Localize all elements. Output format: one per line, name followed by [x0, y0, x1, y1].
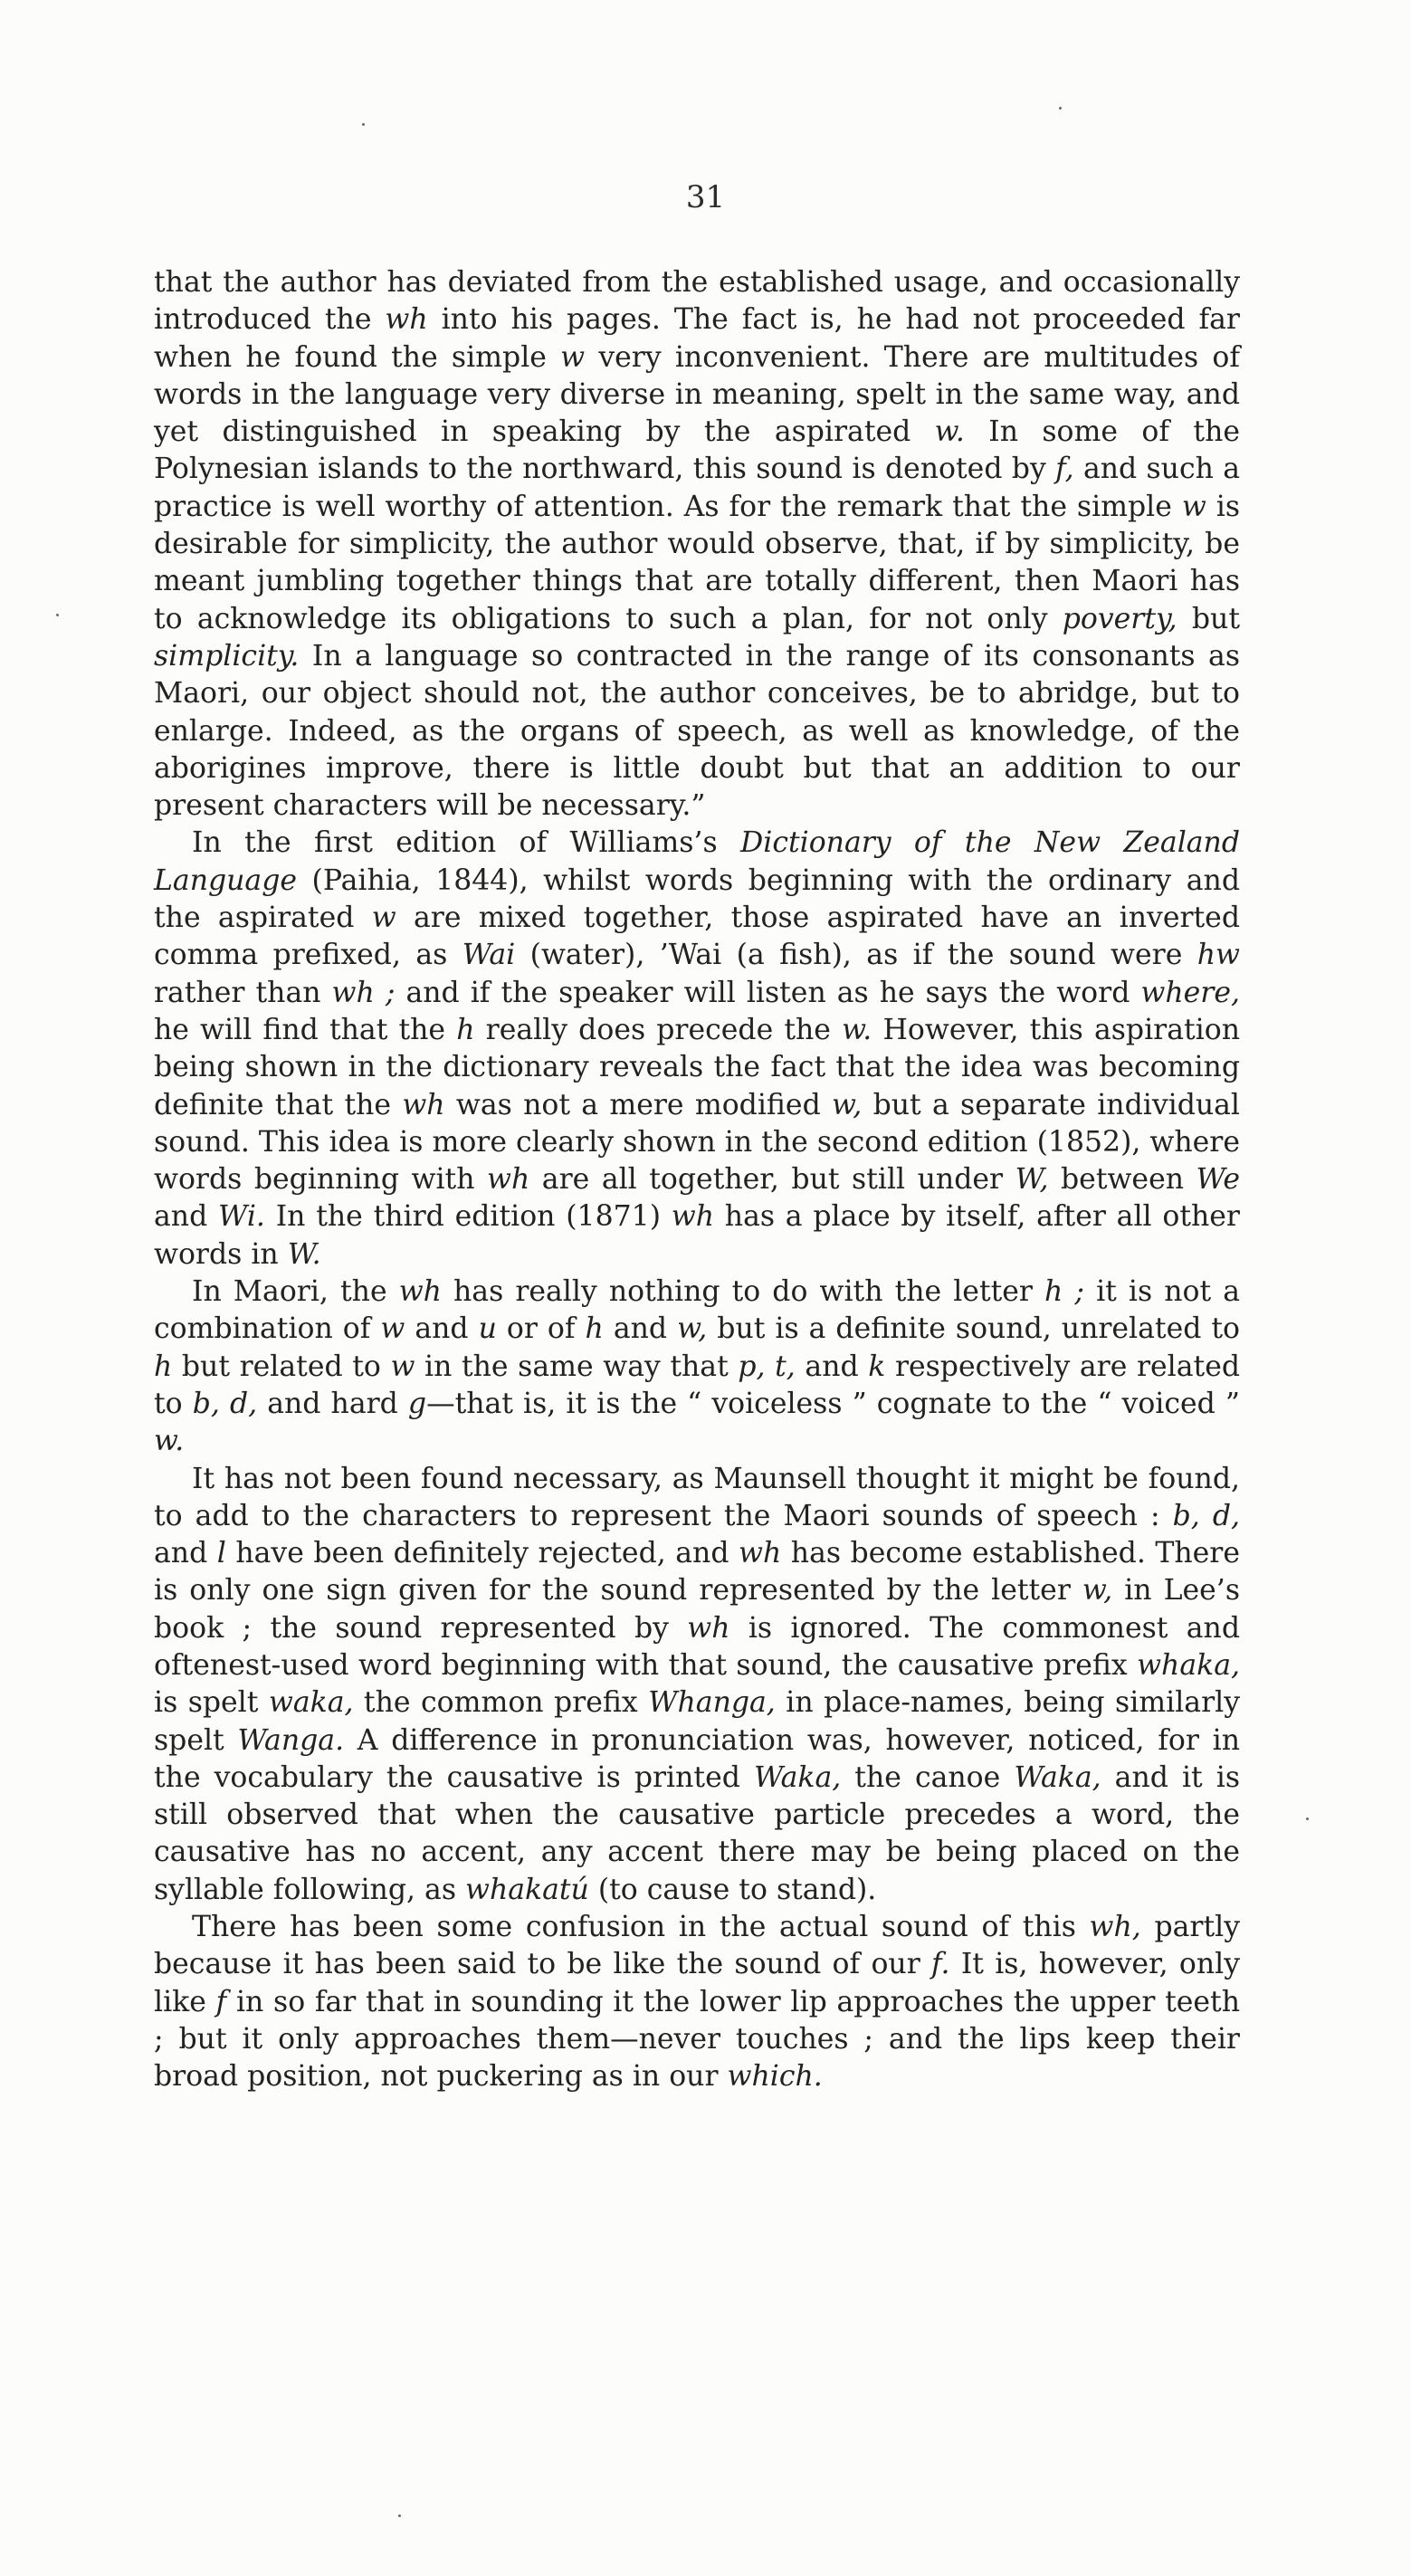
text-run: rather than [154, 976, 332, 1009]
italic-term: w, [677, 1312, 708, 1346]
italic-term: wh [487, 1163, 530, 1197]
italic-term: w [1181, 490, 1206, 523]
italic-term: Waka, [753, 1760, 842, 1794]
italic-term: wh [687, 1611, 730, 1645]
paragraph [154, 264, 1240, 825]
text-run: has become established. There is only one sign given for the sound represented by the letter [154, 1537, 1240, 1608]
text-run: he will find that the [154, 1013, 457, 1046]
text-run: but related to [172, 1350, 391, 1383]
text-run: respectively are related to [154, 1350, 1240, 1420]
text-run: It is, however, only like [154, 1948, 1240, 2018]
text-run: is spelt [154, 1686, 269, 1720]
text-run: in so far that in sounding it the lower lip approaches the upper teeth ; but it only approaches them—never touches ; and the lips keep their broad position, not puckering as in our [154, 1985, 1240, 2094]
italic-term: f [215, 1985, 227, 2018]
paragraph [154, 1274, 1240, 1460]
text-run: are mixed together, those aspirated have an inverted comma prefixed, as [154, 902, 1240, 972]
italic-term: h ; [1044, 1275, 1085, 1309]
italic-term: b, d, [1172, 1499, 1241, 1532]
text-run: and [154, 1200, 219, 1234]
text-run: but is a definite sound, unrelated to [707, 1312, 1240, 1346]
text-run: is ignored. The commonest and oftenest-used word beginning with that sound, the causative prefix [154, 1611, 1240, 1682]
italic-term: w. [934, 415, 965, 449]
italic-term: w [390, 1350, 415, 1383]
text-run: have been definitely rejected, and [225, 1537, 739, 1570]
text-run: the canoe [841, 1760, 1015, 1794]
italic-term: Whanga, [648, 1686, 776, 1720]
scan-speck [1306, 1818, 1309, 1820]
italic-term: h [585, 1312, 604, 1346]
italic-term: wh [402, 1088, 445, 1121]
italic-term: Dictionary of the New Zealand Language [154, 826, 1241, 897]
text-run: and hard [257, 1387, 408, 1420]
italic-term: wh [385, 303, 428, 337]
italic-term: h [154, 1350, 173, 1383]
italic-term: g [407, 1387, 427, 1420]
page-number: 31 [685, 179, 726, 215]
scan-speck [1059, 107, 1062, 110]
italic-term: whaka, [1137, 1648, 1240, 1682]
italic-term: waka, [268, 1686, 354, 1720]
italic-term: wh [398, 1275, 442, 1309]
text-run: (Paihia, 1844), whilst words beginning with the ordinary and the aspirated [154, 863, 1240, 935]
italic-term: w [380, 1312, 405, 1346]
text-run: has really nothing to do with the letter [441, 1275, 1045, 1309]
text-run: and [154, 1537, 217, 1570]
italic-term: wh, [1089, 1911, 1141, 1944]
italic-term: wh [671, 1200, 715, 1234]
italic-term: hw [1196, 939, 1240, 972]
italic-term: Wanga. [237, 1723, 345, 1757]
italic-term: k [868, 1350, 886, 1383]
text-run: In some of the Polynesian islands to the northward, this sound is denoted by [154, 415, 1240, 486]
italic-term: poverty, [1062, 602, 1177, 635]
text-run: —that is, it is the “ voiceless ” cognate to the “ voiced ” [426, 1387, 1241, 1420]
italic-term: u [478, 1312, 497, 1346]
text-run: or of [496, 1312, 586, 1346]
text-run: in the same way that [415, 1350, 739, 1383]
paragraph [154, 1909, 1240, 2095]
italic-term: w, [1082, 1574, 1113, 1608]
italic-term: wh ; [331, 976, 396, 1009]
italic-term: wh [739, 1537, 782, 1570]
italic-term: We [1196, 1163, 1240, 1197]
scan-speck [398, 2514, 401, 2517]
text-run: However, this aspiration being shown in the dictionary reveals the fact that the idea was becoming definite that the [154, 1013, 1240, 1121]
text-run: In the first edition of Williams’s [192, 826, 740, 860]
text-run: A difference in pronunciation was, however, noticed, for in the vocabulary the causative is printed [154, 1723, 1240, 1794]
italic-term: b, d, [192, 1387, 258, 1420]
text-run: has a place by itself, after all other words in [154, 1200, 1240, 1271]
scan-speck [362, 123, 365, 126]
italic-term: simplicity. [154, 639, 300, 673]
italic-term: p, t, [738, 1350, 796, 1383]
body-text [154, 264, 1240, 2096]
text-run: was not a mere modified [444, 1088, 833, 1121]
italic-term: w. [842, 1013, 872, 1046]
italic-term: where, [1140, 976, 1240, 1009]
text-run: There has been some confusion in the actual sound of this [192, 1911, 1090, 1944]
italic-term: Wi. [218, 1200, 265, 1234]
italic-term: w [560, 340, 586, 374]
italic-term: w [371, 902, 396, 935]
text-run: In the third edition (1871) [264, 1200, 672, 1234]
italic-term: Waka, [1014, 1760, 1101, 1794]
text-run: and [405, 1312, 479, 1346]
italic-term: W. [287, 1237, 321, 1271]
text-run: partly because it has been said to be like the sound of our [154, 1911, 1240, 1981]
text-run: in Lee’s book ; the sound represented by [154, 1574, 1240, 1645]
text-run: and if the speaker will listen as he says the word [395, 976, 1141, 1009]
text-run: (to cause to stand). [588, 1873, 877, 1906]
text-run: but [1177, 602, 1241, 635]
text-run: between [1048, 1163, 1196, 1197]
text-run: it is not a combination of [154, 1275, 1240, 1346]
text-run: into his pages. The fact is, he had not proceeded far when he found the simple [154, 303, 1240, 374]
text-run: the common prefix [353, 1686, 649, 1720]
italic-term: w. [154, 1425, 185, 1458]
scan-speck [56, 614, 59, 616]
text-run: in place-names, being similarly spelt [154, 1686, 1240, 1757]
text-run: and such a practice is well worthy of attention. As for the remark that the simple [154, 453, 1240, 523]
text-run: and it is still observed that when the causative particle precedes a word, the causative has no accent, any accent there may be being placed on the syllable following, as [154, 1760, 1240, 1906]
text-run: (water), ’Wai (a fish), as if the sound were [515, 939, 1197, 972]
text-run: really does precede the [474, 1013, 843, 1046]
italic-term: l [216, 1537, 226, 1570]
italic-term: f, [1055, 453, 1074, 486]
italic-term: h [456, 1013, 475, 1046]
text-run: are all together, but still under [529, 1163, 1015, 1197]
text-run: and [795, 1350, 869, 1383]
text-run: very inconvenient. There are multitudes of words in the language very diverse in meaning, spelt in the same way, and yet distinguished in speaking by the aspirated [154, 340, 1240, 449]
text-run: and [603, 1312, 678, 1346]
text-run: In a language so contracted in the range of its consonants as Maori, our object should not, the author conceives, be to abridge, but to enlarge. Indeed, as the organs of speech, as well as knowledge, of the aborigines improve, there is little doubt but that an addition to our present characters will be necessary.” [154, 639, 1240, 823]
text-run: that the author has deviated from the established usage, and occasionally introduced the [154, 266, 1240, 337]
italic-term: w, [832, 1088, 863, 1121]
text-run: In Maori, the [192, 1275, 399, 1309]
text-run: It has not been found necessary, as Maunsell thought it might be found, to add to the characters to represent the Maori sounds of speech : [154, 1462, 1240, 1532]
text-run: is desirable for simplicity, the author would observe, that, if by simplicity, be meant jumbling together things that are totally different, then Maori has to acknowledge its obligations to such a plan, for not only [154, 490, 1240, 635]
paragraph [154, 1461, 1240, 1910]
italic-term: W, [1015, 1163, 1049, 1197]
paragraph [154, 825, 1240, 1274]
text-run: but a separate individual sound. This idea is more clearly shown in the second edition (1852), where words beginning with [154, 1088, 1240, 1197]
italic-term: f. [931, 1948, 950, 1981]
italic-term: whakatú [465, 1873, 589, 1906]
italic-term: which. [727, 2060, 823, 2094]
italic-term: Wai [462, 939, 516, 972]
